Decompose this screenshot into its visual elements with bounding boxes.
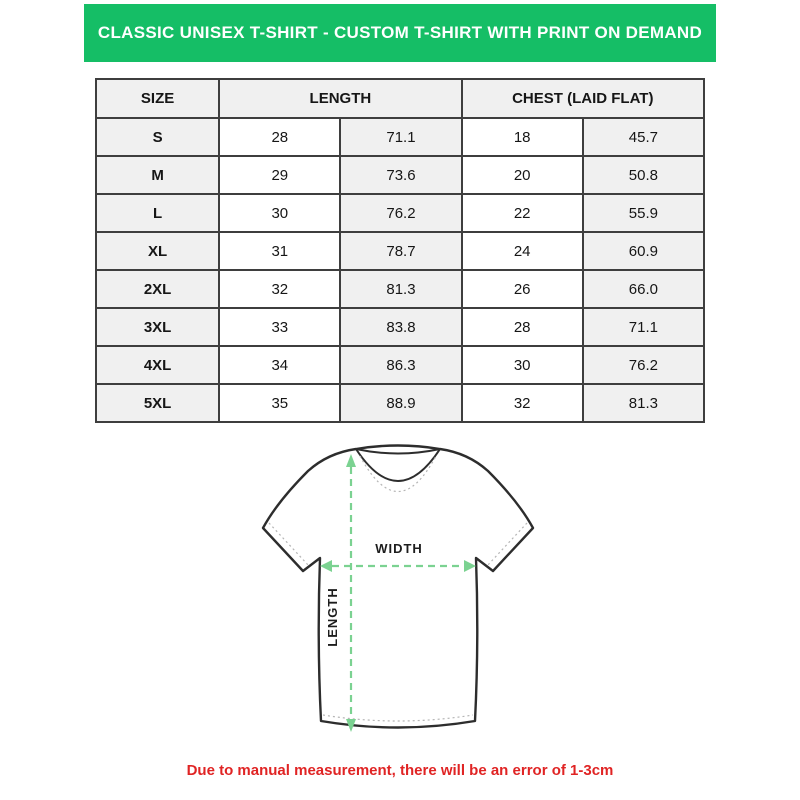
- table-row: [96, 194, 704, 232]
- chest-cm-cell: 66.0: [583, 270, 704, 308]
- length-inches-cell: 30: [219, 194, 340, 232]
- table-row: [96, 232, 704, 270]
- chest-cm-cell: 76.2: [583, 346, 704, 384]
- length-inches-cell: 32: [219, 270, 340, 308]
- chest-column-header: CHEST (LAID FLAT): [462, 79, 704, 118]
- size-chart-table: [95, 78, 705, 423]
- length-column-header: LENGTH: [219, 79, 461, 118]
- table-row: [96, 118, 704, 156]
- length-inches-cell: 28: [219, 118, 340, 156]
- length-inches-cell: 33: [219, 308, 340, 346]
- length-cm-cell: 78.7: [340, 232, 461, 270]
- size-cell: XL: [96, 232, 219, 270]
- chest-cm-cell: 45.7: [583, 118, 704, 156]
- size-chart-body: [96, 118, 704, 422]
- chest-cm-cell: 60.9: [583, 232, 704, 270]
- chest-inches-cell: 24: [462, 232, 583, 270]
- table-row: [96, 270, 704, 308]
- chest-inches-cell: 28: [462, 308, 583, 346]
- length-cm-cell: 81.3: [340, 270, 461, 308]
- size-column-header: SIZE: [96, 79, 219, 118]
- size-cell: 5XL: [96, 384, 219, 422]
- length-label: LENGTH: [325, 587, 340, 647]
- table-row: [96, 384, 704, 422]
- header-banner: [84, 4, 716, 62]
- length-cm-cell: 73.6: [340, 156, 461, 194]
- size-chart-head: [96, 79, 704, 118]
- size-cell: M: [96, 156, 219, 194]
- size-cell: S: [96, 118, 219, 156]
- size-cell: 4XL: [96, 346, 219, 384]
- table-row: [96, 308, 704, 346]
- chest-cm-cell: 50.8: [583, 156, 704, 194]
- chest-inches-cell: 30: [462, 346, 583, 384]
- length-cm-cell: 76.2: [340, 194, 461, 232]
- tshirt-outline: [263, 446, 533, 728]
- length-cm-cell: 86.3: [340, 346, 461, 384]
- tshirt-measurement-diagram: [253, 441, 545, 743]
- chest-cm-cell: 55.9: [583, 194, 704, 232]
- measurement-note: [0, 762, 800, 779]
- chest-inches-cell: 22: [462, 194, 583, 232]
- chest-cm-cell: 71.1: [583, 308, 704, 346]
- size-cell: 3XL: [96, 308, 219, 346]
- length-inches-cell: 35: [219, 384, 340, 422]
- length-inches-cell: 31: [219, 232, 340, 270]
- width-label: WIDTH: [375, 541, 423, 556]
- chest-inches-cell: 26: [462, 270, 583, 308]
- banner-title: CLASSIC UNISEX T-SHIRT - CUSTOM T-SHIRT WITH PRINT ON DEMAND: [97, 23, 703, 42]
- length-cm-cell: 88.9: [340, 384, 461, 422]
- chest-cm-cell: 81.3: [583, 384, 704, 422]
- note-text: Due to manual measurement, there will be an error of 1-3cm: [186, 762, 614, 779]
- chest-inches-cell: 20: [462, 156, 583, 194]
- table-row: [96, 156, 704, 194]
- table-row: [96, 346, 704, 384]
- chest-inches-cell: 18: [462, 118, 583, 156]
- size-cell: 2XL: [96, 270, 219, 308]
- size-cell: L: [96, 194, 219, 232]
- length-cm-cell: 71.1: [340, 118, 461, 156]
- header-row: [96, 79, 704, 118]
- chest-inches-cell: 32: [462, 384, 583, 422]
- length-inches-cell: 29: [219, 156, 340, 194]
- length-cm-cell: 83.8: [340, 308, 461, 346]
- length-inches-cell: 34: [219, 346, 340, 384]
